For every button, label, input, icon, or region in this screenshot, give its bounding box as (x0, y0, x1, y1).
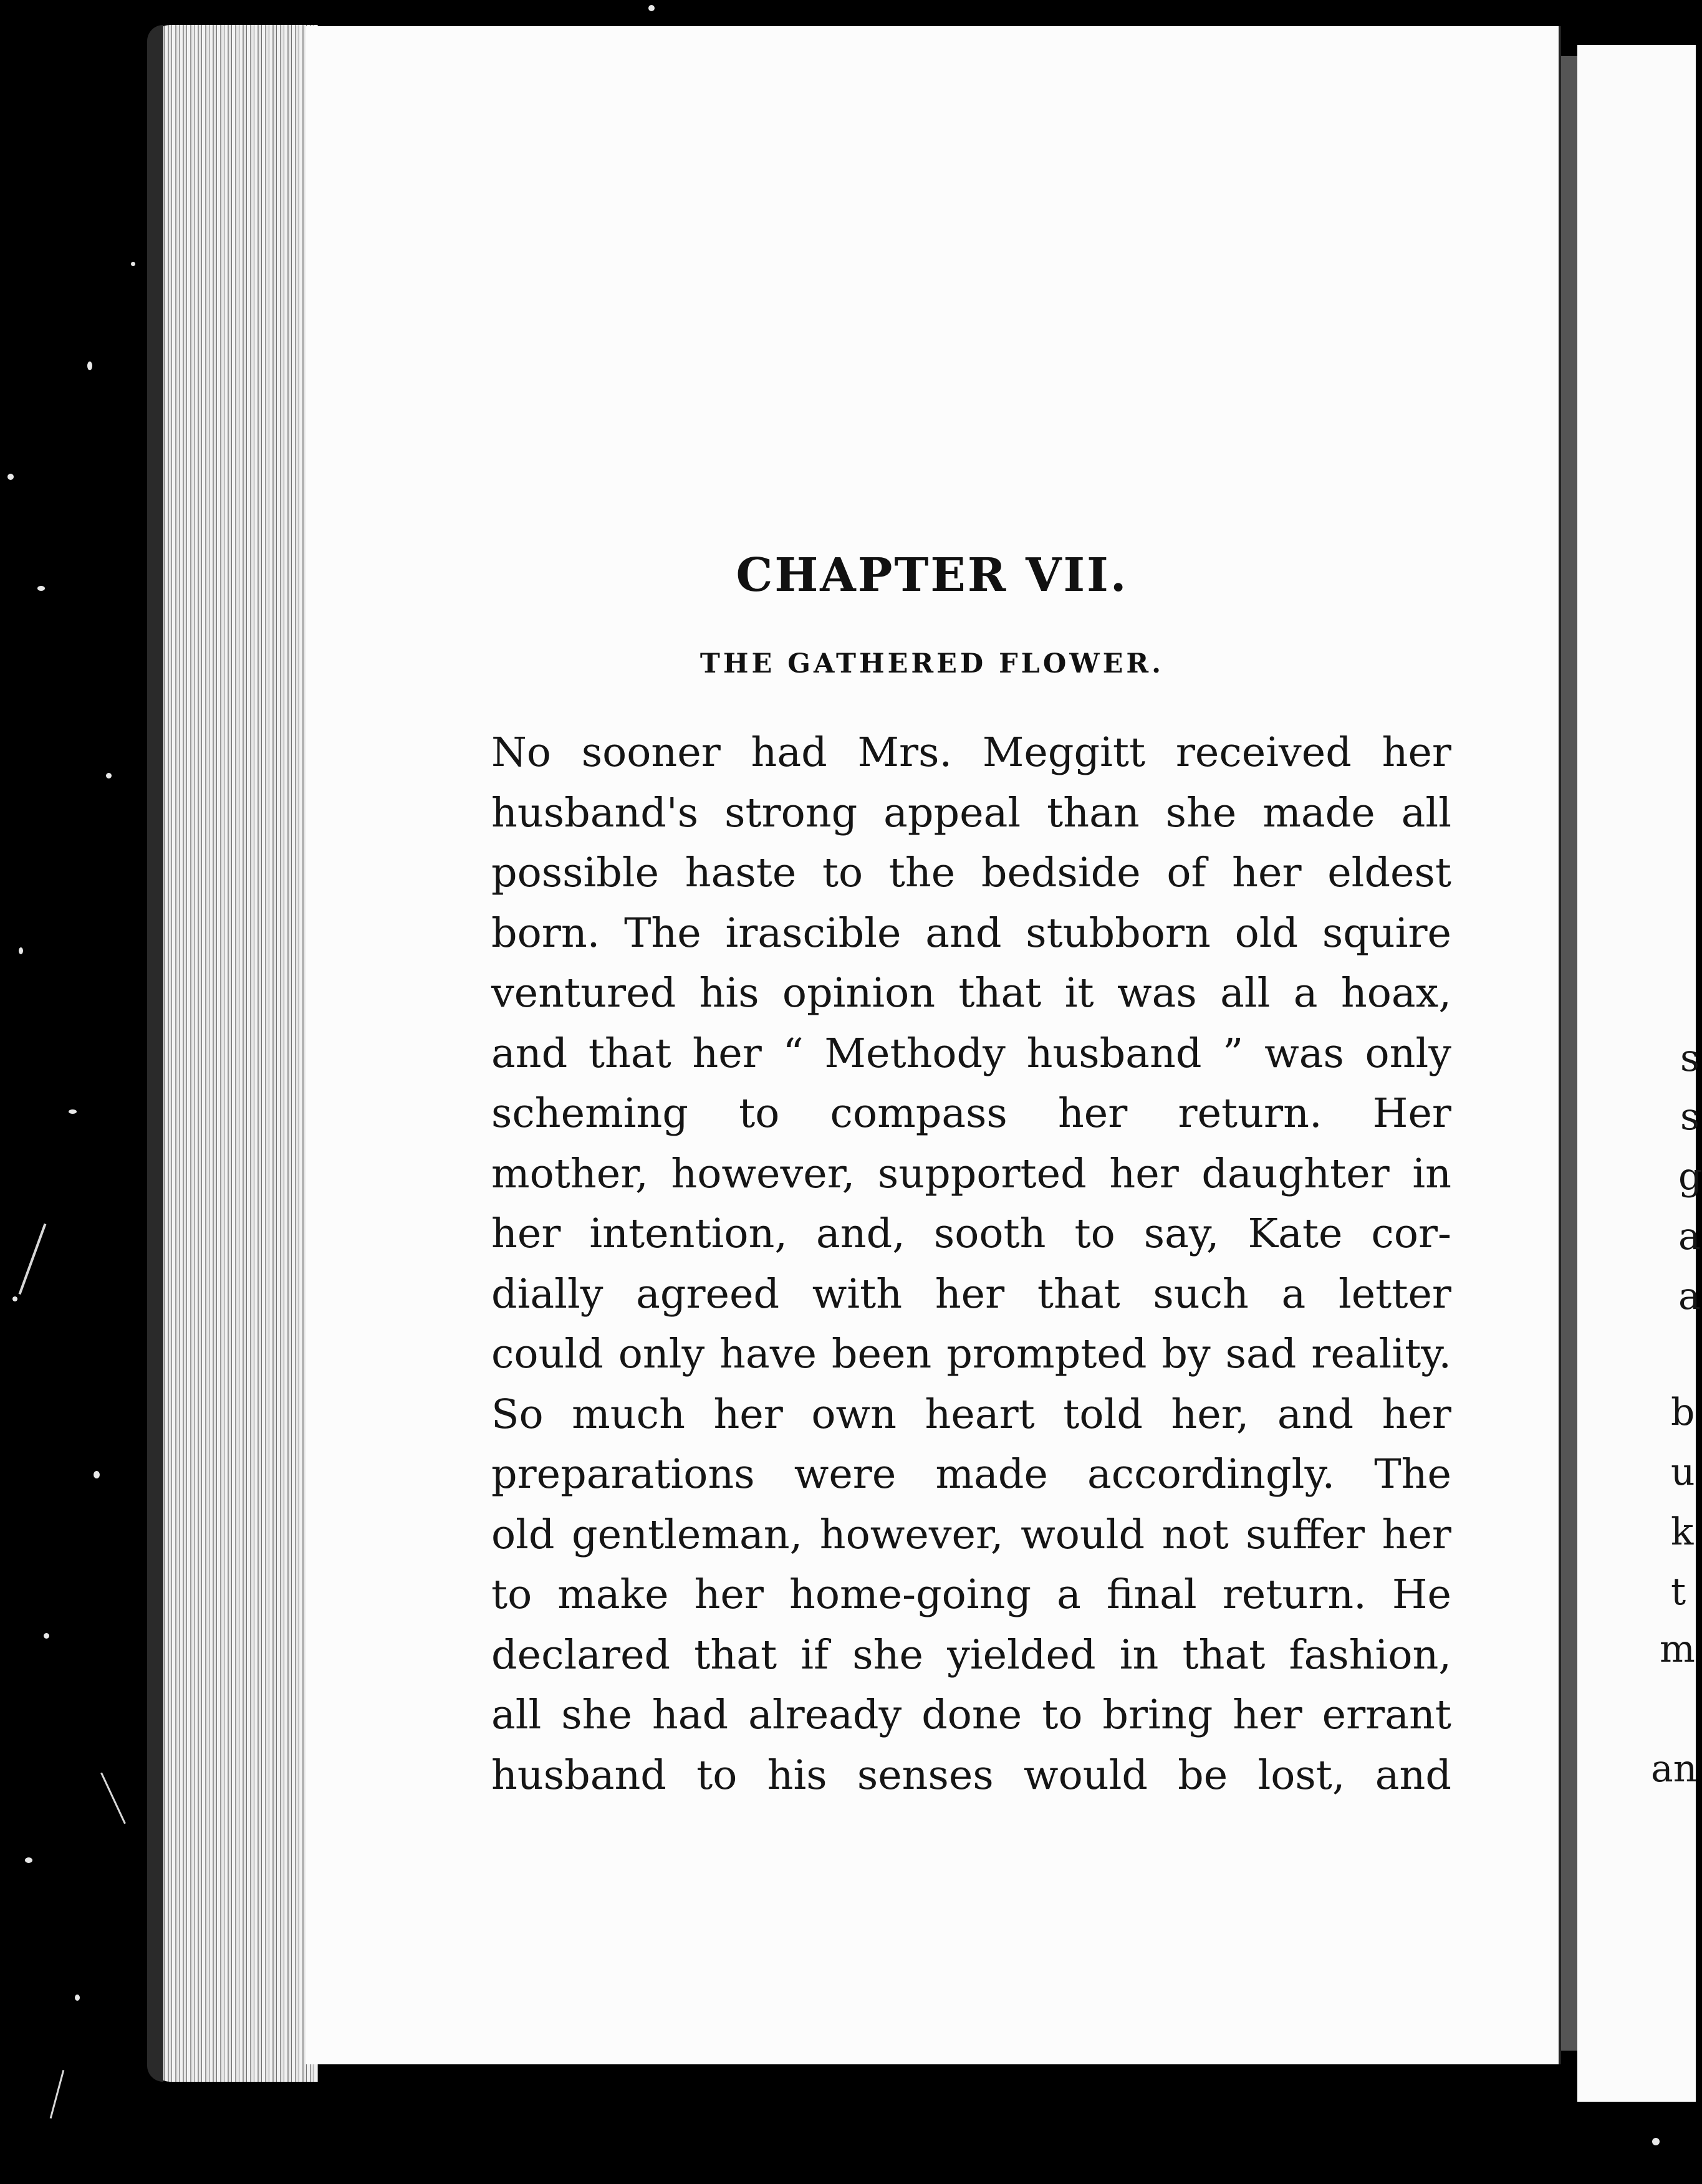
facing-page-fragment: a (1678, 1215, 1701, 1258)
dust-speck (25, 1857, 32, 1863)
text-line: and that her “ Methody husband ” was only (491, 1030, 1451, 1077)
dust-speck (131, 262, 135, 266)
scratch-mark (19, 1224, 47, 1295)
text-line: declared that if she yielded in that fashion, (491, 1631, 1451, 1679)
chapter-subtitle: THE GATHERED FLOWER. (700, 648, 1165, 679)
facing-page (1577, 45, 1696, 2102)
text-line: ventured his opinion that it was all a hoax, (491, 970, 1451, 1017)
text-line: mother, however, supported her daughter in (491, 1150, 1451, 1197)
chapter-title: CHAPTER VII. (736, 548, 1128, 602)
dust-speck (37, 586, 45, 591)
text-line: possible haste to the bedside of her eldest (491, 850, 1451, 896)
dust-speck (75, 1995, 80, 2001)
dust-speck (69, 1109, 77, 1114)
scratch-mark (100, 1773, 126, 1824)
facing-page-fragment: g (1678, 1155, 1702, 1199)
facing-page-fragment: a (1678, 1275, 1701, 1318)
text-line: could only have been prompted by sad reality. (491, 1331, 1451, 1377)
text-line: old gentleman, however, would not suffer her (491, 1511, 1451, 1558)
facing-page-fragment: t (1671, 1570, 1686, 1614)
text-line: her intention, and, sooth to say, Kate cor- (491, 1210, 1451, 1257)
text-line: scheming to compass her return. Her (491, 1090, 1451, 1137)
facing-page-fragment: b (1671, 1391, 1695, 1434)
dust-speck (94, 1471, 100, 1478)
dust-speck (1652, 2138, 1660, 2145)
text-line: So much her own heart told her, and her (491, 1391, 1451, 1438)
text-line: born. The irascible and stubborn old squire (491, 909, 1451, 957)
facing-page-fragment: s (1680, 1095, 1700, 1139)
facing-page-fragment: s (1680, 1037, 1700, 1080)
text-line: to make her home-going a final return. He (491, 1571, 1451, 1618)
facing-page-fragment: an (1651, 1747, 1698, 1791)
book-fore-edge (150, 25, 318, 2082)
text-line: No sooner had Mrs. Meggitt received her (491, 729, 1451, 776)
dust-speck (12, 1296, 17, 1301)
scratch-mark (50, 2070, 65, 2119)
book-binding-edge (147, 25, 163, 2082)
text-line: all she had already done to bring her errant (491, 1692, 1451, 1738)
text-line: preparations were made accordingly. The (491, 1451, 1451, 1498)
text-line: husband to his senses would be lost, and (491, 1751, 1451, 1799)
chapter-body (491, 723, 1451, 1806)
dust-speck (648, 5, 655, 11)
text-line: dially agreed with her that such a letter (491, 1270, 1451, 1318)
facing-page-fragment: k (1671, 1510, 1694, 1554)
dust-speck (7, 474, 14, 480)
text-line: husband's strong appeal than she made all (491, 789, 1451, 836)
dust-speck (44, 1633, 49, 1639)
dust-speck (87, 362, 92, 370)
facing-page-fragment: m (1660, 1627, 1695, 1671)
dust-speck (106, 773, 112, 778)
facing-page-fragment: u (1671, 1450, 1695, 1494)
dust-speck (19, 947, 23, 954)
